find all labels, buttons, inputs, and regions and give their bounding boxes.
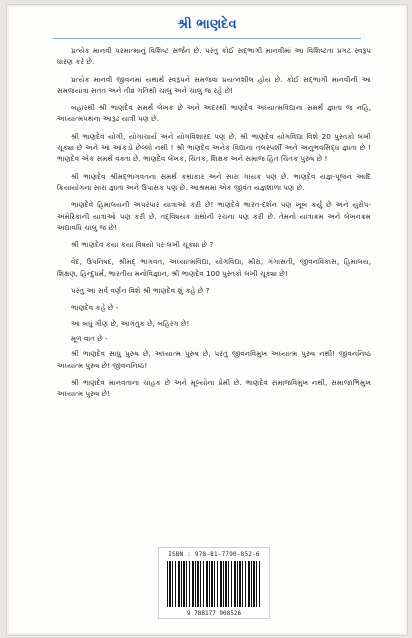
paragraph-4: શ્રી ભાણદેવ યોગી, યોગાચાર્ય અને યોગવિશારદ પણ છે. શ્રી ભાણદેવ યોગવિદ્યા વિશે 20 પુસ્તકો લખી ચૂક્યા છે અને આ આંકડો છેલ્લો નથી ! શ્રી ભાણદેવ અનેક વિદ્યાના તલસ્પર્શી અને અનુભવસિદ્ધ જ્ઞાતા છે ! ભાણદેવ એક સમર્થ વક્તા છે. ભાણદેવ લેખક, ચિંતક, શિક્ષક અને સમાજ હિત ચિંતક પુરુષ છે ! — [57, 131, 371, 164]
barcode-icon — [167, 561, 261, 607]
paragraph-9: પરંતુ આ સર્વ વર્ણન વિશે શ્રી ભાણદેવ શું કહે છે ? — [71, 286, 210, 296]
back-cover-page — [6, 4, 408, 636]
isbn-barcode — [158, 547, 270, 619]
paragraph-7: શ્રી ભાણદેવ કયા કયા વિષયો પર લખી ચૂક્યા છે ? — [71, 240, 214, 250]
barcode-number: 9 788177 908526 — [186, 610, 242, 617]
paragraph-6: ભાણદેવે હિમાલયની અપરંપાર યાત્રાઓ કરી છે! ભાણદેવે ભારત-દર્શન પણ ખૂબ કર્યું છે અને યુરોપ-અમેરિકાની યાત્રાઓ પણ કરી છે. તદ્‌વિષયક ગ્રંથોની રચના પણ કરી છે. તેમનો યાત્રાક્રમ અને લેખનક્રમ અદ્યાવધિ ચાલુ જ છે! — [57, 200, 371, 232]
paragraph-2: પ્રત્યેક માનવી જીવનમાં યથાર્થ સ્વરૂપને સમજવા પ્રયત્નશીલ હોય છે. કોઈ સદ્‌ભાગી માનવીની આ સમજયાત્રા સતત અને તીવ્ર ગતિથી ચાલુ અને ચાલુ જ રહે છે! — [57, 74, 371, 95]
closing-paragraph-2: શ્રી ભાણદેવ માનવતાના ચાહક છે અને મૂલ્યોના પ્રેમી છે. ભાણદેવ સમાજવિમુખ નથી, સમાજાભિમુખ અધ્યાત્મ પુરુષ છે! — [57, 377, 371, 399]
dialogue-line-1: ભાણદેવ કહે છે - — [71, 303, 119, 313]
closing-paragraph-1: શ્રી ભાણદેવ સાધુ પુરુષ છે, અધ્યાત્મ પુરુષ છે, પરંતુ જીવનવિમુખ અધ્યાત્મ પુરુષ નથી! જીવનનિષ્ઠ અધ્યાત્મ પુરુષ છે! જીવનનિષ્ઠ! — [57, 349, 371, 370]
isbn-label: ISBN : 978-81-7790-852-6 — [168, 551, 260, 558]
page-title: શ્રી ભાણદેવ — [177, 17, 237, 32]
paragraph-5: શ્રી ભાણદેવ શ્રીમદ્‌ભાગવતના સમર્થ કથાકાર અને સારા ગાયક પણ છે. ભાણદેવ યજ્ઞ-પૂજન આદિ ક્રિયાયોગના સારા જ્ઞાતા અને ઉપાસક પણ છે. આશ્રમમાં એક જીવંત યજ્ઞશાળા પણ છે. — [57, 171, 371, 192]
paragraph-3: બહારથી શ્રી ભાણદેવ સમર્થ લેખક છે અને અંદરથી ભાણદેવ અધ્યાત્મવિદ્યાના સમર્થ જ્ઞાતા જ નહિ, અધ્યાત્મપથના આરૂઢ યાત્રી પણ છે. — [57, 103, 371, 124]
title-divider — [53, 38, 361, 39]
body-text — [57, 45, 371, 405]
paragraph-8: વેદ, ઉપનિષદ, શ્રીમદ્ ભાગવત, અધ્યાત્મવિદ્યા, યોગવિદ્યા, મીરાં, ગંગાસતી, જીવનવિકાસ, હિમાલય, શિક્ષણ, હિન્દુધર્મ, ભારતીય મનોવિજ્ઞાન, શ્રી ભાણદેવ 100 પુસ્તકો લખી ચૂક્યા છે! — [57, 257, 371, 278]
paragraph-1: પ્રત્યેક માનવી પરમાત્માનું વિશિષ્ટ સર્જન છે. પરંતુ કોઈ સદ્‌ભાગી માનવીમાં આ વિશિષ્ટતા પ્રગટ સ્વરૂપ ધારણ કરે છે. — [57, 46, 371, 67]
dialogue-line-3: મૂળ વાત છે - — [71, 333, 108, 343]
dialogue-line-2: આ બધું ગૌણ છે, આગંતુક છે, બહિરંગ છે! — [71, 318, 190, 328]
